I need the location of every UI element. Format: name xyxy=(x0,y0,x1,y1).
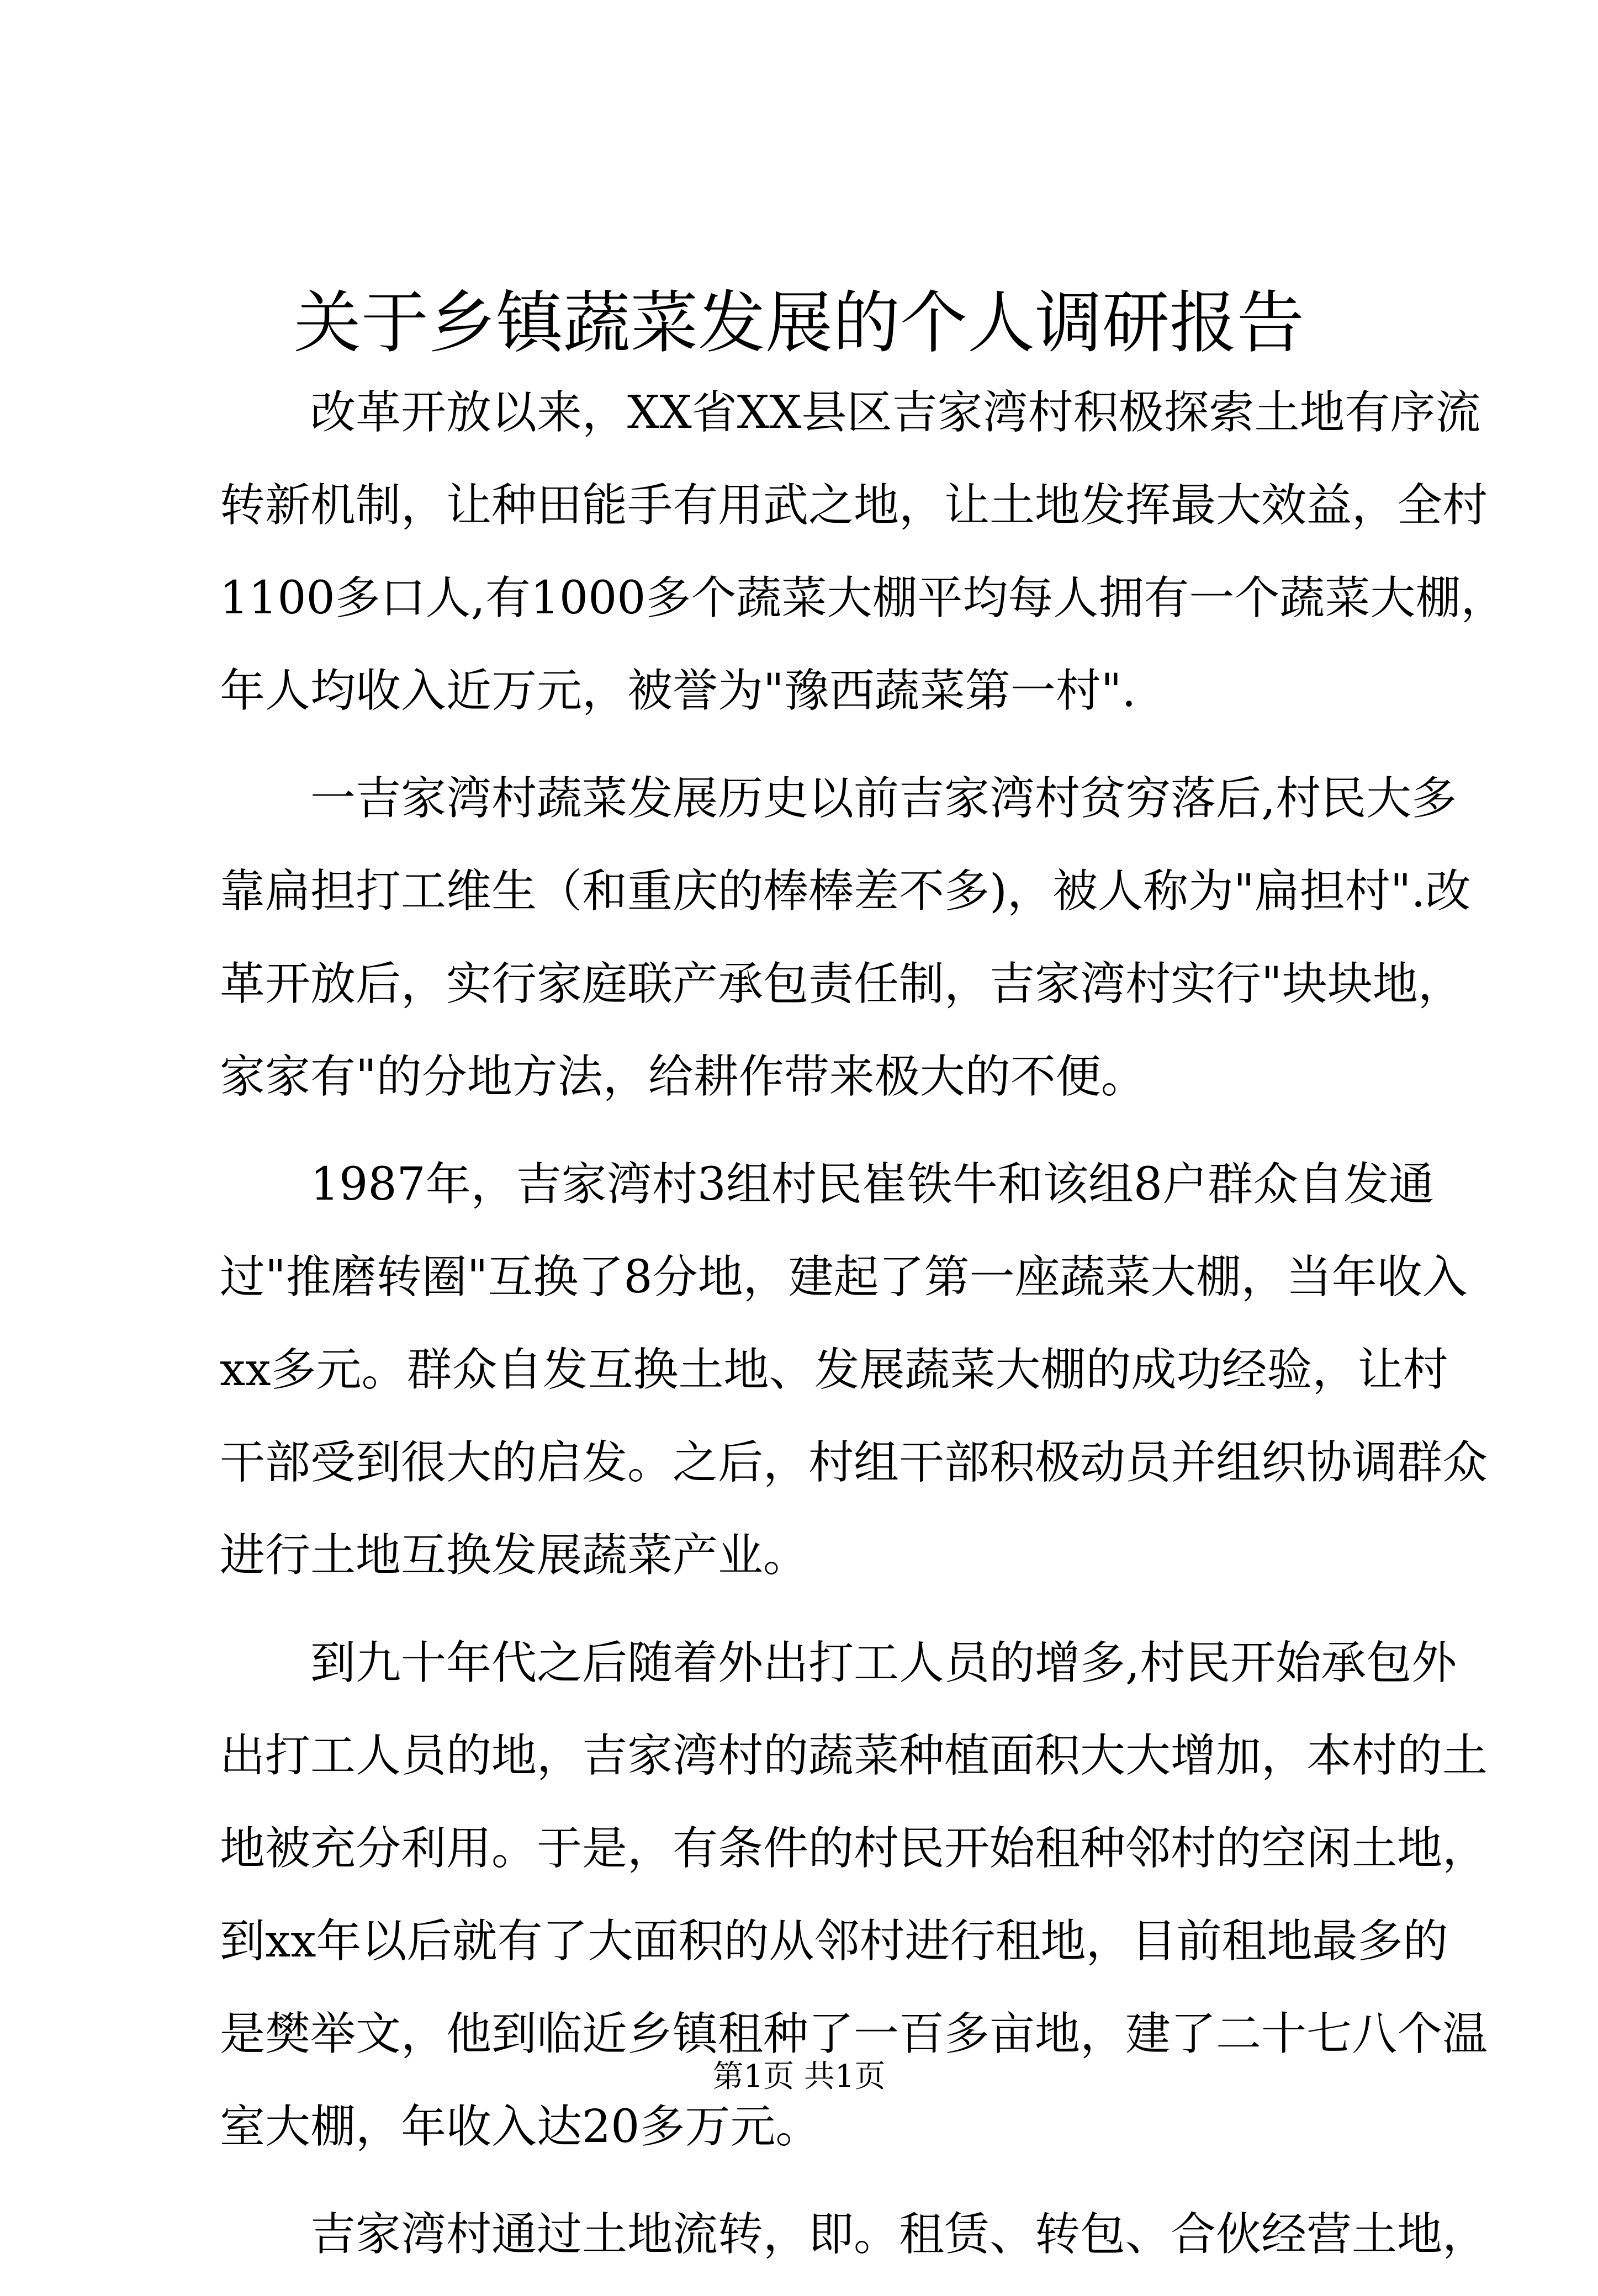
text-line: 1100多口人,有1000多个蔬菜大棚平均每人拥有一个蔬菜大棚， xyxy=(220,572,1506,624)
text-line: 过"推磨转圈"互换了8分地，建起了第一座蔬菜大棚，当年收入 xyxy=(220,1251,1468,1303)
text-line: 出打工人员的地，吉家湾村的蔬菜种植面积大大增加，本村的土 xyxy=(220,1730,1488,1782)
text-line: 干部受到很大的启发。之后，村组干部积极动员并组织协调群众 xyxy=(220,1436,1488,1489)
text-line: 到九十年代之后随着外出打工人员的增多,村民开始承包外 xyxy=(310,1637,1457,1689)
paragraph xyxy=(220,752,1471,1123)
paragraph xyxy=(220,1138,1488,1602)
text-line: 年人均收入近万元，被誉为"豫西蔬菜第一村". xyxy=(220,665,1136,717)
text-line: 吉家湾村通过土地流转，即。租赁、转包、合伙经营土地， xyxy=(310,2208,1488,2261)
page-footer: 第1页 共1页 xyxy=(712,2059,886,2094)
text-line: xx多元。群众自发互换土地、发展蔬菜大棚的成功经验，让村 xyxy=(220,1344,1448,1396)
text-line: 室大棚，年收入达20多万元。 xyxy=(220,2101,821,2153)
document-body xyxy=(220,367,1506,2296)
text-line: 到xx年以后就有了大面积的从邻村进行租地，目前租地最多的 xyxy=(220,1915,1448,1968)
text-line: 转新机制，让种田能手有用武之地，让土地发挥最大效益，全村 xyxy=(220,479,1488,532)
document-title: 关于乡镇蔬菜发展的个人调研报告 xyxy=(294,284,1304,362)
text-line: 靠扁担打工维生（和重庆的棒棒差不多)，被人称为"扁担村".改 xyxy=(220,865,1471,918)
text-line: 家家有"的分地方法，给耕作带来极大的不便。 xyxy=(220,1051,1146,1103)
text-line: 进行土地互换发展蔬菜产业。 xyxy=(220,1529,809,1582)
paragraph xyxy=(220,367,1506,738)
text-line: 改革开放以来，XX省XX县区吉家湾村积极探索土地有序流 xyxy=(310,386,1481,439)
text-line: 是樊举文，他到临近乡镇租种了一百多亩地，建了二十七八个温 xyxy=(220,2008,1488,2060)
text-line: 一吉家湾村蔬菜发展历史以前吉家湾村贫穷落后,村民大多 xyxy=(310,772,1457,825)
text-line: 革开放后，实行家庭联产承包责任制，吉家湾村实行"块块地， xyxy=(220,958,1463,1010)
text-line: 地被充分利用。于是，有条件的村民开始租种邻村的空闲土地， xyxy=(220,1822,1488,1875)
text-line: 1987年，吉家湾村3组村民崔铁牛和该组8户群众自发通 xyxy=(310,1158,1435,1211)
paragraph xyxy=(220,2188,1488,2281)
